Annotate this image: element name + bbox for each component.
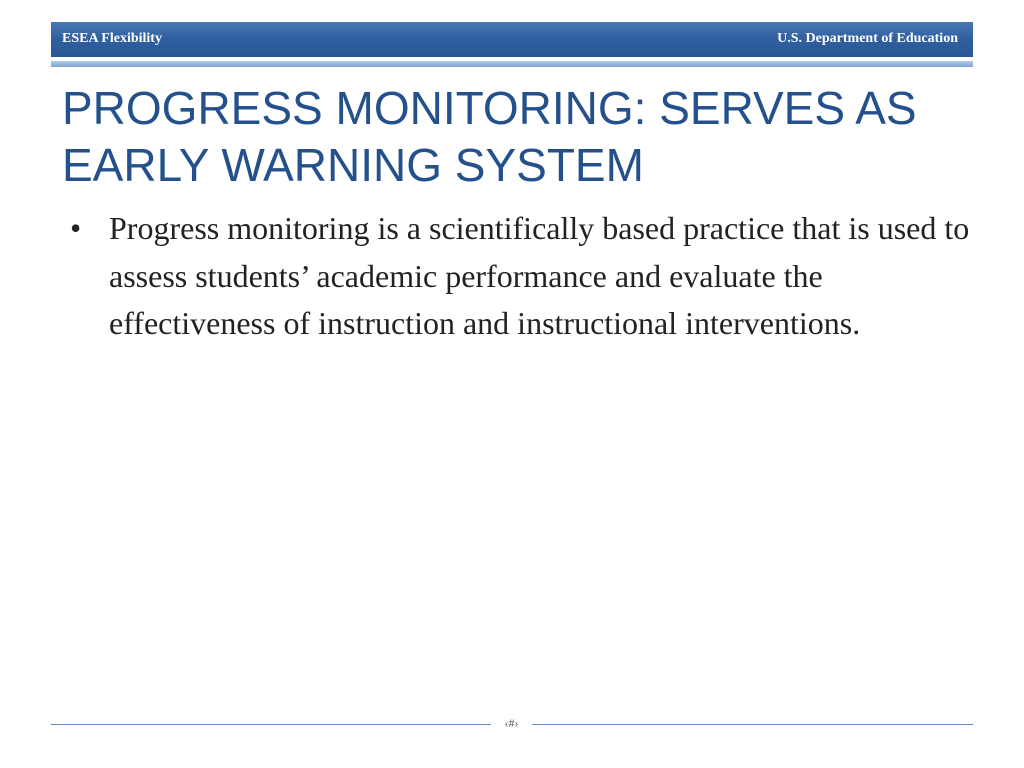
bullet-text: Progress monitoring is a scientifically based practice that is used to assess students’ academic performance and evaluate the effectiveness of instruction and instructional interventions.	[109, 210, 970, 341]
bullet-marker: •	[70, 210, 82, 246]
header-accent-line	[51, 61, 973, 67]
bullet-item	[70, 205, 970, 348]
bullet-list	[70, 205, 970, 348]
header-program-label: ESEA Flexibility	[62, 31, 162, 46]
footer-divider-left	[51, 724, 491, 725]
slide-title: PROGRESS MONITORING: SERVES AS EARLY WARNING SYSTEM	[62, 82, 917, 191]
header-organization-label: U.S. Department of Education	[777, 31, 958, 46]
header-bar	[51, 22, 973, 57]
footer-divider-right	[532, 724, 973, 725]
page-number: ‹#›	[504, 716, 519, 730]
